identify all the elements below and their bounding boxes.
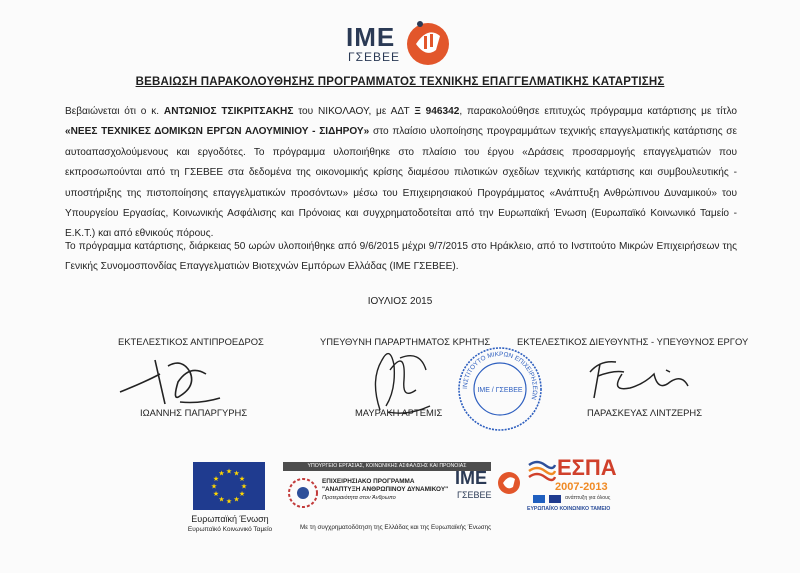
body-text: του bbox=[293, 106, 319, 117]
signatory-role-2: ΥΠΕΥΘΥΝΗ ΠΑΡΑΡΤΗΜΑΤΟΣ ΚΡΗΤΗΣ bbox=[320, 336, 491, 347]
espa-wave-icon bbox=[527, 457, 557, 483]
op-line-2: "ΑΝΑΠΤΥΞΗ ΑΝΘΡΩΠΙΝΟΥ ΔΥΝΑΜΙΚΟΥ" bbox=[322, 486, 449, 493]
body-text: Βεβαιώνεται ότι ο κ. bbox=[65, 106, 164, 117]
certificate-body-paragraph-1 bbox=[65, 102, 737, 245]
eu-star-icon: ★ bbox=[238, 491, 246, 498]
signatory-name-3: ΠΑΡΑΣΚΕΥΑΣ ΛΙΝΤΖΕΡΗΣ bbox=[587, 407, 702, 418]
program-title: «ΝΕΕΣ ΤΕΧΝΙΚΕΣ ΔΟΜΙΚΩΝ ΕΡΓΩΝ ΑΛΟΥΜΙΝΙΟΥ - ΣΙΔΗΡΟΥ» bbox=[65, 126, 370, 138]
certificate-body-paragraph-2: Το πρόγραμμα κατάρτισης, διάρκειας 50 ωρών υλοποιήθηκε από 9/6/2015 μέχρι 9/7/2015 στο Ηράκλειο, από το Ινστιτούτο Μικρών Επιχειρήσεων της Γενικής Συνομοσπονδίας Επαγγελματιών Βιοτεχνών Εμπόρων Ελλάδας (ΙΜΕ ΓΣΕΒΕΕ). bbox=[65, 241, 737, 273]
op-emblem-icon bbox=[284, 474, 322, 512]
stamp-ring-text: ΙΝΣΤΙΤΟΥΤΟ ΜΙΚΡΩΝ ΕΠΙΧΕΙΡΗΣΕΩΝ bbox=[461, 350, 539, 401]
eu-star-icon: ★ bbox=[212, 491, 220, 498]
eu-star-icon: ★ bbox=[218, 496, 225, 504]
eu-star-icon: ★ bbox=[218, 470, 225, 478]
body-text: στο πλαίσιο υλοποίησης προγραμμάτων τεχνικής επαγγελματικής κατάρτισης σε αυτοαπασχολούμενους και εργοδότες. Το πρόγραμμα υλοποιήθηκε στο πλαίσιο του έργου «Δράσεις προσαρμογής επαγγελματιών που εκπροσωπούνται από τη ΓΣΕΒΕΕ στα δεδομένα της οικονομικής κρίσης διαμέσου πιλοτικών σχεδίων τεχνικής κατάρτισης και συμβουλευτικής - υποστήριξης της πιστοποίησης επαγγελματικών προσόντων» μέσω του Επιχειρησιακού Προγράμματος «Ανάπτυξη Ανθρώπινου Δυναμικού» του Υπουργείου Εργασίας, Κοινωνικής Ασφάλισης και Πρόνοιας και συγχρηματοδοτείται από την Ευρωπαϊκή Ένωση (Ευρωπαϊκό Κοινωνικό Ταμείο - Ε.Κ.Τ.) και από εθνικούς πόρους. bbox=[65, 126, 737, 240]
espa-fund: ΕΥΡΩΠΑΪΚΟ ΚΟΙΝΩΝΙΚΟ ΤΑΜΕΙΟ bbox=[527, 506, 611, 512]
issue-date: ΙΟΥΛΙΟΣ 2015 bbox=[367, 296, 433, 307]
signature-3 bbox=[570, 352, 710, 407]
eu-caption-2: Ευρωπαϊκό Κοινωνικό Ταμείο bbox=[187, 526, 273, 533]
certificate-title: ΒΕΒΑΙΩΣΗ ΠΑΡΑΚΟΛΟΥΘΗΣΗΣ ΠΡΟΓΡΑΜΜΑΤΟΣ ΤΕΧΝΙΚΗΣ ΕΠΑΓΓΕΛΜΑΤΙΚΗΣ ΚΑΤΑΡΤΙΣΗΣ bbox=[135, 76, 665, 88]
eu-star-icon: ★ bbox=[240, 483, 248, 491]
ime-emblem-icon bbox=[402, 16, 454, 68]
ministry-banner: ΥΠΟΥΡΓΕΙΟ ΕΡΓΑΣΙΑΣ, ΚΟΙΝΩΝΙΚΗΣ ΑΣΦΑΛΙΣΗΣ ΚΑΙ ΠΡΟΝΟΙΑΣ bbox=[283, 462, 491, 471]
signature-1 bbox=[110, 352, 240, 412]
eu-mini-flag-icon bbox=[549, 495, 561, 503]
signatory-name-1: ΙΩΑΝΝΗΣ ΠΑΠΑΡΓΥΡΗΣ bbox=[140, 407, 248, 418]
ime-footer-main: ΙΜΕ bbox=[455, 468, 488, 488]
signatory-role-3: ΕΚΤΕΛΕΣΤΙΚΟΣ ΔΙΕΥΘΥΝΤΗΣ - ΥΠΕΥΘΥΝΟΣ ΕΡΓΟΥ bbox=[517, 336, 749, 347]
op-line-3: Προτεραιότητα στον Άνθρωπο bbox=[322, 495, 396, 501]
eu-star-icon: ★ bbox=[233, 470, 240, 478]
eu-star-icon: ★ bbox=[210, 483, 218, 491]
espa-tagline: ανάπτυξη για όλους bbox=[565, 495, 611, 501]
ime-footer-logo bbox=[455, 468, 525, 508]
eu-caption-1: Ευρωπαϊκή Ένωση bbox=[191, 514, 269, 524]
father-name: ΝΙΚΟΛΑΟΥ bbox=[318, 106, 369, 117]
official-stamp bbox=[457, 346, 543, 432]
trainee-name: ΑΝΤΩΝΙΟΣ ΤΣΙΚΡΙΤΣΑΚΗΣ bbox=[163, 106, 294, 117]
ime-footer-sub: ΓΣΕΒΕΕ bbox=[457, 490, 492, 500]
espa-years: 2007-2013 bbox=[555, 481, 608, 493]
eu-star-icon: ★ bbox=[225, 498, 233, 506]
espa-title: ΕΣΠΑ bbox=[557, 455, 617, 480]
op-line-1: ΕΠΙΧΕΙΡΗΣΙΑΚΟ ΠΡΟΓΡΑΜΜΑ bbox=[322, 478, 415, 485]
body-text: , παρακολούθησε επιτυχώς πρόγραμμα κατάρτισης με τίτλο bbox=[459, 106, 738, 117]
logo-sub-text: ΓΣΕΒΕΕ bbox=[348, 50, 401, 64]
greek-flag-icon bbox=[533, 495, 545, 503]
body-text: , με ΑΔΤ bbox=[368, 106, 415, 117]
eu-star-icon: ★ bbox=[238, 476, 246, 483]
espa-logo bbox=[527, 455, 619, 515]
logo-main-text: ΙΜΕ bbox=[346, 22, 396, 52]
stamp-center-text: ΙΜΕ / ΓΣΕΒΕΕ bbox=[477, 387, 523, 394]
eu-star-icon: ★ bbox=[225, 468, 233, 476]
ime-gsevee-logo bbox=[346, 16, 456, 68]
signatory-name-2: ΜΑΥΡΑΚΗ ΑΡΤΕΜΙΣ bbox=[355, 407, 443, 418]
cofinance-caption: Με τη συγχρηματοδότηση της Ελλάδας και της Ευρωπαϊκής Ένωσης bbox=[300, 524, 492, 531]
id-number: Ξ 946342 bbox=[414, 106, 460, 117]
eu-stars-icon bbox=[193, 462, 265, 510]
ime-footer-emblem-icon bbox=[495, 468, 523, 496]
signatory-role-1: ΕΚΤΕΛΕΣΤΙΚΟΣ ΑΝΤΙΠΡΟΕΔΡΟΣ bbox=[118, 336, 264, 347]
eu-star-icon: ★ bbox=[212, 476, 220, 483]
eu-flag bbox=[193, 462, 265, 510]
eu-star-icon: ★ bbox=[233, 496, 240, 504]
